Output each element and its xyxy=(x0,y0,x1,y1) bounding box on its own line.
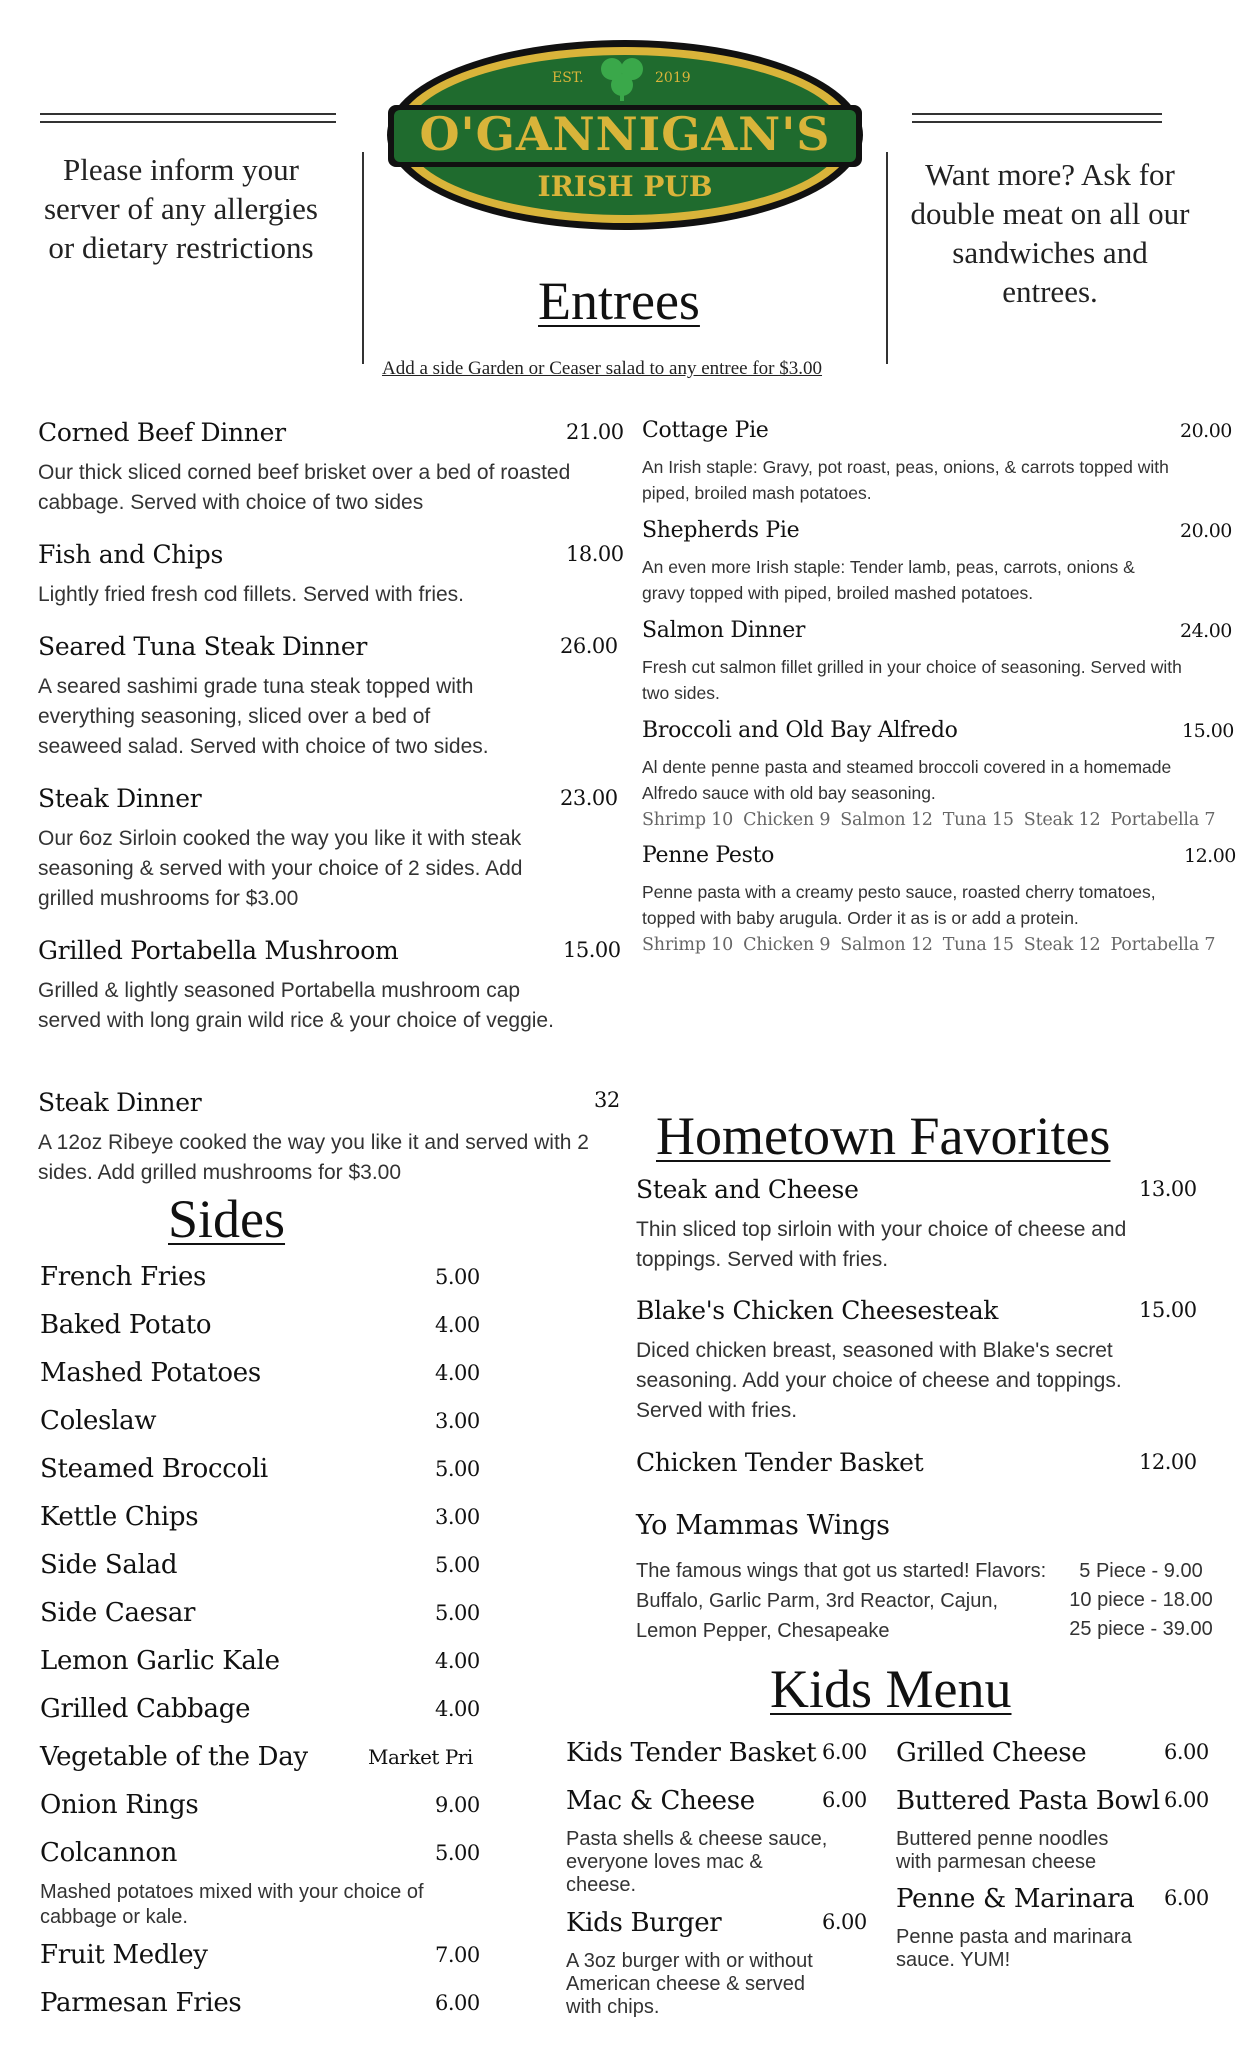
side-item xyxy=(40,1310,482,1350)
side-name: Vegetable of the Day xyxy=(40,1742,308,1772)
side-name: Baked Potato xyxy=(40,1310,212,1340)
kids-desc: Buttered penne noodles with parmesan cheese xyxy=(896,1828,1109,1873)
protein-option: Chicken 9 xyxy=(743,810,831,830)
entree-price: 32 xyxy=(594,1088,620,1112)
hometown-desc: Thin sliced top sirloin with your choice of cheese and toppings. Served with fries. xyxy=(636,1218,1127,1271)
protein-option: Steak 12 xyxy=(1023,810,1101,830)
protein-option: Salmon 12 xyxy=(840,810,933,830)
side-name: French Fries xyxy=(40,1262,207,1292)
side-item xyxy=(40,1406,482,1446)
entree-desc: Lightly fried fresh cod fillets. Served with fries. xyxy=(38,583,465,606)
entree-name: Broccoli and Old Bay Alfredo xyxy=(642,718,958,743)
colcannon-desc: Mashed potatoes mixed with your choice of cabbage or kale. xyxy=(40,1881,424,1928)
side-name: Lemon Garlic Kale xyxy=(40,1646,280,1676)
wing-price: 5 Piece - 9.00 xyxy=(1079,1560,1203,1582)
entree-desc: An Irish staple: Gravy, pot roast, peas, onions, & carrots topped with piped, broiled mash potatoes. xyxy=(642,457,1169,503)
protein-option: Shrimp 10 xyxy=(642,935,734,955)
side-name: Onion Rings xyxy=(40,1790,199,1820)
hometown-name: Steak and Cheese xyxy=(636,1175,859,1204)
header-divider-right xyxy=(886,152,888,364)
protein-option: Steak 12 xyxy=(1023,935,1101,955)
side-name: Fruit Medley xyxy=(40,1940,208,1970)
side-price: 5.00 xyxy=(435,1841,480,1865)
entrees-salad-note: Add a side Garden or Ceaser salad to any entree for $3.00 xyxy=(382,358,823,379)
kids-name: Mac & Cheese xyxy=(566,1786,755,1816)
protein-option: Portabella 7 xyxy=(1110,935,1216,955)
side-price: 4.00 xyxy=(435,1649,480,1673)
entree-price: 24.00 xyxy=(1180,620,1232,642)
side-name: Side Caesar xyxy=(40,1598,196,1628)
entree-desc: Our 6oz Sirloin cooked the way you like it with steak seasoning & served with your choice of 2 sides. Add grilled mushrooms for $3.00 xyxy=(38,827,523,910)
wing-price: 10 piece - 18.00 xyxy=(1069,1589,1213,1611)
side-name: Coleslaw xyxy=(40,1406,157,1436)
side-price: 7.00 xyxy=(435,1943,480,1967)
side-price: 5.00 xyxy=(435,1265,480,1289)
side-price: Market Pri xyxy=(368,1745,473,1769)
entree-name: Steak Dinner xyxy=(38,784,202,813)
side-item xyxy=(40,1550,482,1590)
entree-price: 20.00 xyxy=(1180,520,1232,542)
kids-name: Kids Burger xyxy=(566,1908,722,1938)
side-price: 5.00 xyxy=(435,1601,480,1625)
side-item xyxy=(40,1502,482,1542)
side-item xyxy=(40,1694,482,1734)
kids-price: 6.00 xyxy=(822,1740,867,1764)
hometown-price: 13.00 xyxy=(1139,1177,1197,1201)
protein-addons xyxy=(642,810,1225,830)
protein-option: Tuna 15 xyxy=(942,935,1014,955)
sides-title: Sides xyxy=(168,1189,286,1249)
kids-desc: A 3oz burger with or without American cheese & served with chips. xyxy=(566,1950,813,2018)
kids-name: Kids Tender Basket xyxy=(566,1738,817,1768)
entree-name: Shepherds Pie xyxy=(642,518,800,543)
kids-price: 6.00 xyxy=(1164,1788,1209,1812)
logo-year: 2019 xyxy=(655,70,691,86)
kids-price: 6.00 xyxy=(822,1788,867,1812)
hometown-desc: Diced chicken breast, seasoned with Blake's secret seasoning. Add your choice of cheese and toppings. Served with fries. xyxy=(636,1339,1122,1422)
entree-price: 23.00 xyxy=(560,786,618,810)
double-meat-note: Want more? Ask for double meat on all our sandwiches and entrees. xyxy=(910,157,1190,309)
allergy-note: Please inform your server of any allergies or dietary restrictions xyxy=(43,152,318,265)
entree-desc: Penne pasta with a creamy pesto sauce, roasted cherry tomatoes, topped with baby arugula. Order it as is or add a protein. xyxy=(642,882,1156,928)
protein-option: Chicken 9 xyxy=(743,935,831,955)
side-name: Steamed Broccoli xyxy=(40,1454,268,1484)
kids-desc: Pasta shells & cheese sauce, everyone loves mac & cheese. xyxy=(566,1828,828,1896)
kids-price: 6.00 xyxy=(1164,1740,1209,1764)
protein-option: Tuna 15 xyxy=(942,810,1014,830)
entree-price: 12.00 xyxy=(1184,845,1236,867)
kids-price: 6.00 xyxy=(822,1910,867,1934)
side-name: Mashed Potatoes xyxy=(40,1358,261,1388)
entree-price: 21.00 xyxy=(566,420,624,444)
logo-est: EST. xyxy=(552,70,584,86)
protein-option: Shrimp 10 xyxy=(642,810,734,830)
kids-name: Penne & Marinara xyxy=(896,1884,1135,1914)
wing-price: 25 piece - 39.00 xyxy=(1069,1618,1213,1640)
side-name: Kettle Chips xyxy=(40,1502,199,1532)
entree-desc: A 12oz Ribeye cooked the way you like it and served with 2 sides. Add grilled mushrooms for $3.00 xyxy=(38,1131,589,1184)
entree-desc: Our thick sliced corned beef brisket over a bed of roasted cabbage. Served with choice of two sides xyxy=(38,461,571,514)
kids-desc: Penne pasta and marinara sauce. YUM! xyxy=(896,1926,1132,1971)
entree-name: Salmon Dinner xyxy=(642,618,806,643)
side-item xyxy=(40,1790,482,1830)
entree-name: Seared Tuna Steak Dinner xyxy=(38,632,368,661)
side-item xyxy=(40,1988,482,2028)
side-name: Side Salad xyxy=(40,1550,178,1580)
entree-name: Penne Pesto xyxy=(642,843,775,868)
side-item xyxy=(40,1646,482,1686)
header-rule-right xyxy=(912,113,1162,123)
side-item xyxy=(40,1598,482,1638)
side-price: 5.00 xyxy=(435,1457,480,1481)
side-item xyxy=(40,1454,482,1494)
side-name: Colcannon xyxy=(40,1838,178,1868)
header-divider-left xyxy=(362,152,364,364)
wings-name: Yo Mammas Wings xyxy=(636,1510,890,1541)
kids-price: 6.00 xyxy=(1164,1886,1209,1910)
side-price: 5.00 xyxy=(435,1553,480,1577)
kids-name: Buttered Pasta Bowl xyxy=(896,1786,1160,1816)
side-item xyxy=(40,1940,482,1980)
logo-name: O'GANNIGAN'S xyxy=(419,107,831,161)
entree-price: 15.00 xyxy=(563,938,621,962)
entree-name: Fish and Chips xyxy=(38,540,224,569)
wings-desc: The famous wings that got us started! Flavors: Buffalo, Garlic Parm, 3rd Reactor, Cajun, Lemon Pepper, Chesapeake xyxy=(636,1560,1047,1642)
side-item xyxy=(40,1358,482,1398)
side-price: 4.00 xyxy=(435,1313,480,1337)
entrees-title: Entrees xyxy=(538,271,700,331)
entree-desc: Al dente penne pasta and steamed broccoli covered in a homemade Alfredo sauce with old bay seasoning. xyxy=(642,757,1172,803)
kids-title: Kids Menu xyxy=(770,1659,1012,1719)
kids-name: Grilled Cheese xyxy=(896,1738,1087,1768)
entree-desc: Grilled & lightly seasoned Portabella mushroom cap served with long grain wild rice & your choice of veggie. xyxy=(38,979,554,1032)
pub-logo xyxy=(380,35,870,235)
side-item xyxy=(40,1262,482,1302)
wings-prices xyxy=(1066,1557,1216,1644)
hometown-name: Blake's Chicken Cheesesteak xyxy=(636,1296,999,1325)
side-price: 3.00 xyxy=(435,1409,480,1433)
protein-addons xyxy=(642,935,1225,955)
hometown-price: 12.00 xyxy=(1139,1450,1197,1474)
protein-option: Salmon 12 xyxy=(840,935,933,955)
side-name: Grilled Cabbage xyxy=(40,1694,251,1724)
entree-price: 18.00 xyxy=(566,542,624,566)
hometown-price: 15.00 xyxy=(1139,1298,1197,1322)
side-item xyxy=(40,1742,482,1782)
side-item xyxy=(40,1838,482,1878)
entree-price: 15.00 xyxy=(1182,720,1234,742)
entree-price: 20.00 xyxy=(1180,420,1232,442)
side-price: 9.00 xyxy=(435,1793,480,1817)
side-price: 4.00 xyxy=(435,1697,480,1721)
entree-name: Grilled Portabella Mushroom xyxy=(38,936,399,965)
side-price: 4.00 xyxy=(435,1361,480,1385)
hometown-title: Hometown Favorites xyxy=(656,1106,1111,1166)
hometown-name: Chicken Tender Basket xyxy=(636,1448,924,1477)
logo-tagline: IRISH PUB xyxy=(537,170,713,203)
entree-name: Cottage Pie xyxy=(642,418,769,443)
header-rule-left xyxy=(40,113,336,123)
side-name: Parmesan Fries xyxy=(40,1988,242,2018)
side-price: 3.00 xyxy=(435,1505,480,1529)
entree-desc: A seared sashimi grade tuna steak topped with everything seasoning, sliced over a bed of seaweed salad. Served with choice of two sides. xyxy=(38,675,489,758)
entree-desc: An even more Irish staple: Tender lamb, peas, carrots, onions & gravy topped with piped, broiled mashed potatoes. xyxy=(642,557,1135,603)
side-price: 6.00 xyxy=(435,1991,480,2015)
entree-name: Steak Dinner xyxy=(38,1088,202,1117)
protein-option: Portabella 7 xyxy=(1110,810,1216,830)
entree-price: 26.00 xyxy=(560,634,618,658)
entree-name: Corned Beef Dinner xyxy=(38,418,286,447)
entree-desc: Fresh cut salmon fillet grilled in your choice of seasoning. Served with two sides. xyxy=(642,657,1182,703)
